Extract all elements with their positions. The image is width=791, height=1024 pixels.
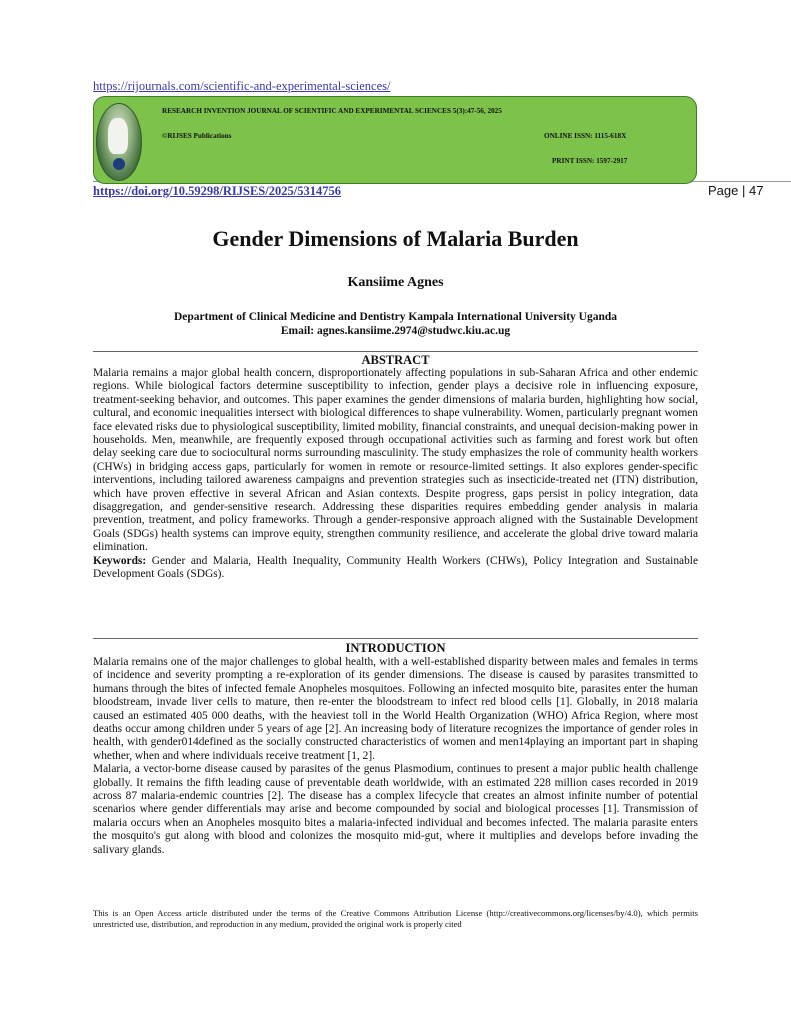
keywords-list: Gender and Malaria, Health Inequality, Community Health Workers (CHWs), Policy Integration and Sustainable Development Goals (SDGs). bbox=[93, 554, 698, 581]
page-number: Page | 47 bbox=[708, 183, 764, 198]
journal-logo bbox=[96, 103, 142, 181]
abstract-section bbox=[93, 367, 698, 582]
doi-link[interactable]: https://doi.org/10.59298/RIJSES/2025/5314756 bbox=[93, 184, 341, 198]
logo-seal-icon bbox=[113, 158, 125, 170]
author-email: Email: agnes.kansiime.2974@studwc.kiu.ac.ug bbox=[280, 325, 511, 337]
introduction-top-rule bbox=[93, 638, 698, 639]
banner-publisher: ©RIJSES Publications bbox=[162, 132, 232, 140]
introduction-paragraph-1: Malaria remains one of the major challenges to global health, with a well-established disparity between males and females in terms of incidence and severity prompting a re-exploration of its gender dimensions. The disease is caused by parasites transmitted to humans through the bites of infected female Anopheles mosquitoes. Following an infected mosquito bite, parasites enter the human bloodstream, invade liver cells to mature, then re-enter the bloodstream to infect red blood cells [1]. Globally, in 2018 malaria caused an estimated 405 000 deaths, with the heaviest toll in the World Health Organization (WHO) Africa Region, where most deaths occur among children under 5 years of age [2]. An increasing body of literature recognizes the importance of gender roles in health, with gender014defined as the socially constructed characteristics of women and men14playing an important part in shaping whether, when and where individuals receive treatment [1, 2]. bbox=[93, 656, 698, 762]
journal-banner bbox=[93, 96, 697, 184]
introduction-paragraph-2: Malaria, a vector-borne disease caused by parasites of the genus Plasmodium, continues to present a major public health challenge globally. It remains the fifth leading cause of preventable death worldwide, with an estimated 228 million cases recorded in 2019 across 87 malaria-endemic countries [2]. The disease has a complex lifecycle that creates an almost infinite number of potential scenarios where gender differentials may arise and become compounded by social and biological processes [1]. Transmission of malaria occurs when an Anopheles mosquito bites a malaria-infected individual and becomes infected. The malaria parasite enters the mosquito's gut along with blood and colonizes the mosquito mid-gut, where it multiplies and develops before invading the salivary glands. bbox=[93, 763, 698, 856]
author-affiliation-block bbox=[0, 310, 791, 338]
banner-journal-title: RESEARCH INVENTION JOURNAL OF SCIENTIFIC AND EXPERIMENTAL SCIENCES 5(3):47-56, 2025 bbox=[162, 107, 502, 115]
banner-online-issn: ONLINE ISSN: 1115-618X bbox=[544, 132, 627, 140]
logo-figure-icon bbox=[108, 118, 128, 154]
keywords-label: Keywords: bbox=[93, 554, 147, 567]
abstract-text: Malaria remains a major global health concern, disproportionately affecting populations in sub-Saharan Africa and other endemic regions. While biological factors determine susceptibility to infection, gender plays a decisive role in influencing exposure, treatment-seeking behavior, and outcomes. This paper examines the gender dimensions of malaria burden, highlighting how social, cultural, and economic inequalities intersect with biological differences to shape vulnerability. Women, particularly pregnant women face elevated risks due to physiological susceptibility, limited mobility, financial constraints, and unequal decision-making power in households. Men, meanwhile, are frequently exposed through occupational activities such as farming and forest work but often delay seeking care due to sociocultural norms surrounding masculinity. The study emphasizes the role of community health workers (CHWs) in bridging access gaps, particularly for women in remote or resource-limited settings. It also explores gender-specific interventions, including tailored awareness campaigns and prevention strategies such as insecticide-treated net (ITN) distribution, which have proven effective in several African and Asian contexts. Despite progress, gaps persist in policy integration, data disaggregation, and gender-sensitive research. Addressing these disparities requires embedding gender analysis in malaria prevention, treatment, and policy frameworks. Through a gender-responsive approach aligned with the Sustainable Development Goals (SDGs) health systems can improve equity, strengthen community resilience, and accelerate the global drive toward malaria elimination. bbox=[93, 367, 698, 554]
journal-url-link[interactable]: https://rijournals.com/scientific-and-experimental-sciences/ bbox=[93, 79, 391, 93]
license-footer: This is an Open Access article distributed under the terms of the Creative Commons Attribution License (http://creativecommons.org/licenses/by/4.0), which permits unrestricted use, distribution, and reproduction in any medium, provided the original work is properly cited bbox=[93, 908, 698, 930]
article-author: Kansiime Agnes bbox=[347, 275, 444, 290]
keywords bbox=[93, 555, 698, 582]
abstract-heading: ABSTRACT bbox=[361, 353, 430, 367]
introduction-section bbox=[93, 656, 698, 857]
article-title: Gender Dimensions of Malaria Burden bbox=[212, 226, 579, 251]
abstract-top-rule bbox=[93, 351, 698, 352]
banner-print-issn: PRINT ISSN: 1597-2917 bbox=[552, 157, 628, 165]
author-affiliation: Department of Clinical Medicine and Dentistry Kampala International University Uganda bbox=[173, 311, 618, 323]
introduction-heading: INTRODUCTION bbox=[345, 641, 446, 655]
